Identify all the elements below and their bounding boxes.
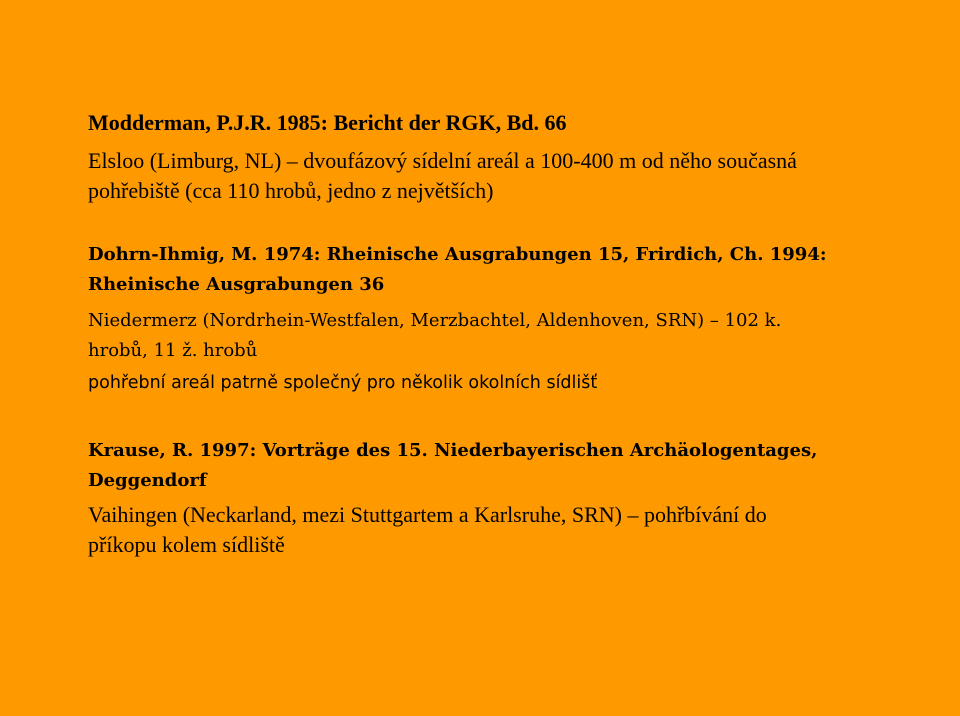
citation-line: Deggendorf bbox=[88, 470, 207, 491]
citation-line: Dohrn-Ihmig, M. 1974: Rheinische Ausgrabungen 15, Frirdich, Ch. 1994: bbox=[88, 244, 827, 265]
citation-line: Krause, R. 1997: Vorträge des 15. Niederbayerischen Archäologentages, bbox=[88, 440, 818, 461]
description-line: Elsloo (Limburg, NL) – dvoufázový sídelní areál a 100-400 m od něho současná bbox=[88, 148, 797, 173]
note-niedermerz: pohřební areál patrně společný pro několik okolních sídlišť bbox=[88, 373, 598, 393]
description-line: pohřebiště (cca 110 hrobů, jedno z největších) bbox=[88, 178, 494, 203]
description-niedermerz bbox=[88, 306, 942, 366]
description-line: příkopu kolem sídliště bbox=[88, 532, 285, 557]
description-line: hrobů, 11 ž. hrobů bbox=[88, 340, 258, 361]
description-line: Vaihingen (Neckarland, mezi Stuttgartem a Karlsruhe, SRN) – pohřbívání do bbox=[88, 502, 767, 527]
citation-krause bbox=[88, 436, 942, 496]
description-vaihingen bbox=[88, 500, 942, 560]
description-line: Niedermerz (Nordrhein-Westfalen, Merzbachtel, Aldenhoven, SRN) – 102 k. bbox=[88, 310, 782, 331]
description-elsloo bbox=[88, 146, 942, 206]
citation-modderman: Modderman, P.J.R. 1985: Bericht der RGK, Bd. 66 bbox=[88, 110, 567, 135]
citation-dohrn-ihmig bbox=[88, 240, 942, 300]
citation-line: Rheinische Ausgrabungen 36 bbox=[88, 274, 385, 295]
